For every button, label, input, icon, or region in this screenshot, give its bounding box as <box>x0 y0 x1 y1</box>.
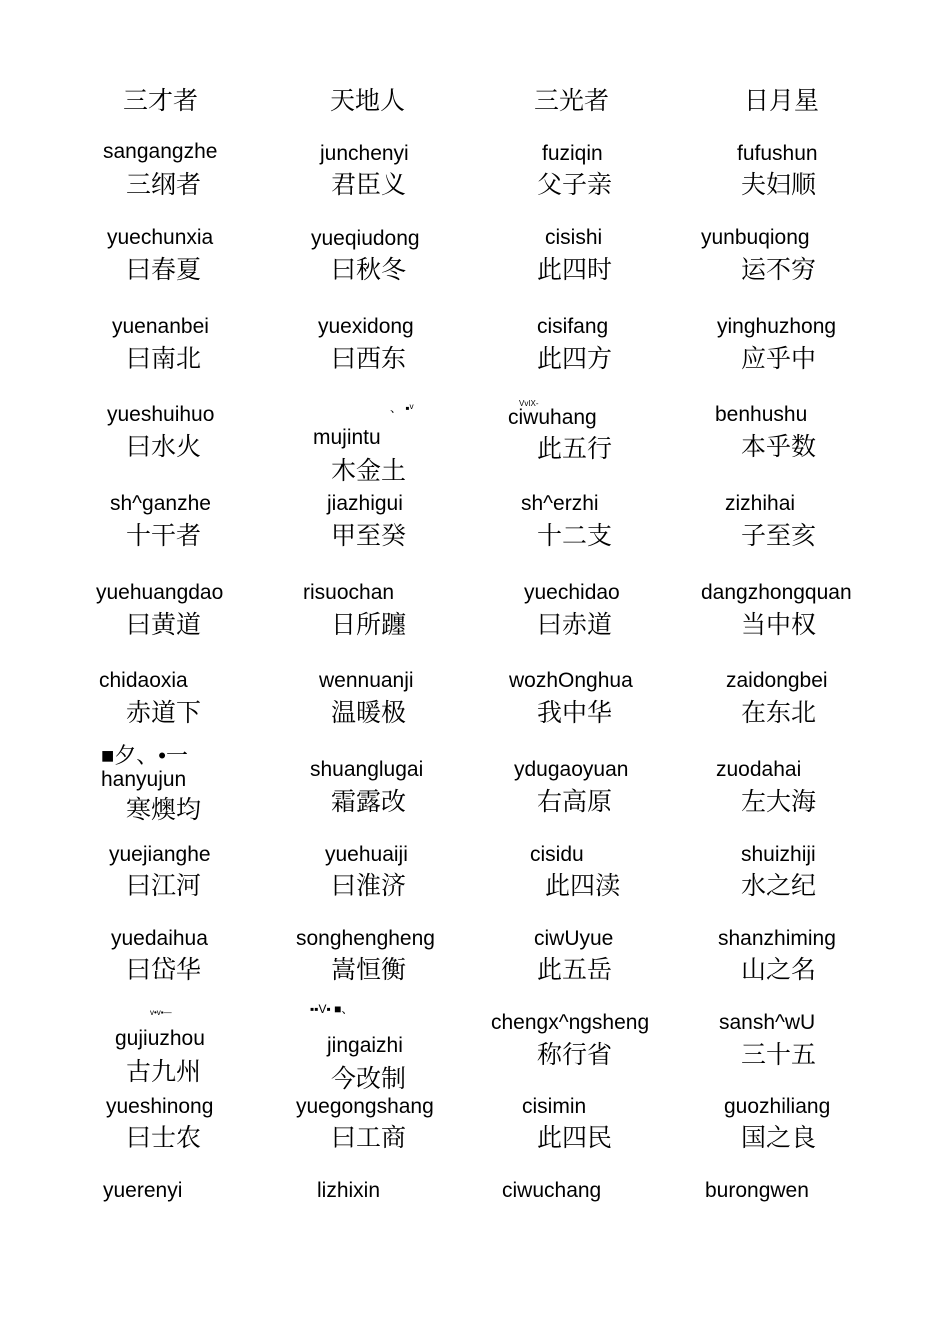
pinyin-r11-c3: sansh^wU <box>719 1011 816 1034</box>
scan-artifact-r4-c2: 、 ▪ᵛ <box>390 401 414 415</box>
pinyin-r5-c2: sh^erzhi <box>521 492 599 515</box>
pinyin-r1-c3: fufushun <box>737 142 818 165</box>
hanzi-r0-c0: 三才者 <box>123 86 199 115</box>
hanzi-r5-c1: 甲至癸 <box>331 521 407 550</box>
hanzi-r10-c1: 嵩恒衡 <box>331 955 407 984</box>
hanzi-r3-c1: 曰西东 <box>331 344 407 373</box>
hanzi-r1-c1: 君臣义 <box>331 170 407 199</box>
hanzi-r1-c2: 父子亲 <box>537 170 613 199</box>
hanzi-r5-c3: 子至亥 <box>741 521 817 550</box>
pinyin-r9-c2: cisidu <box>530 843 584 866</box>
pinyin-r8-c0: hanyujun <box>101 768 187 791</box>
pinyin-r1-c0: sangangzhe <box>103 140 218 163</box>
hanzi-r5-c2: 十二支 <box>537 521 613 550</box>
hanzi-r12-c2: 此四民 <box>537 1123 613 1152</box>
hanzi-r1-c3: 夫妇顺 <box>741 170 817 199</box>
hanzi-r3-c0: 曰南北 <box>126 344 202 373</box>
hanzi-r2-c1: 曰秋冬 <box>331 255 407 284</box>
hanzi-r0-c1: 天地人 <box>330 86 406 115</box>
pinyin-r7-c3: zaidongbei <box>726 669 828 692</box>
pinyin-r7-c2: wozhOnghua <box>509 669 633 692</box>
pinyin-r6-c0: yuehuangdao <box>96 581 224 604</box>
scan-artifact-r11-c2: ▪▪V▪ ■、 <box>310 1002 354 1016</box>
hanzi-r7-c0: 赤道下 <box>126 698 202 727</box>
pinyin-r8-c3: zuodahai <box>716 758 802 781</box>
pinyin-r13-c3: burongwen <box>705 1179 809 1202</box>
hanzi-r4-c2: 此五行 <box>537 434 613 463</box>
hanzi-r9-c0: 曰江河 <box>126 871 202 900</box>
scan-artifact-r4-c3: VvIX- <box>519 399 539 408</box>
hanzi-r10-c2: 此五岳 <box>537 955 613 984</box>
pinyin-r10-c3: shanzhiming <box>718 927 836 950</box>
pinyin-r11-c2: chengx^ngsheng <box>491 1011 650 1034</box>
hanzi-r8-c1: 霜露改 <box>331 787 407 816</box>
hanzi-r5-c0: 十干者 <box>126 521 202 550</box>
hanzi-r7-c2: 我中华 <box>537 698 613 727</box>
hanzi-r2-c2: 此四时 <box>537 255 613 284</box>
pinyin-r2-c0: yuechunxia <box>107 226 214 249</box>
hanzi-r11-c1: 今改制 <box>331 1064 407 1093</box>
pinyin-r5-c3: zizhihai <box>725 492 796 515</box>
pinyin-r6-c2: yuechidao <box>524 581 620 604</box>
hanzi-r9-c3: 水之纪 <box>741 871 817 900</box>
pinyin-r12-c3: guozhiliang <box>724 1095 831 1118</box>
pinyin-r6-c1: risuochan <box>303 581 395 604</box>
hanzi-r8-c2: 右高原 <box>537 787 613 816</box>
pinyin-r3-c0: yuenanbei <box>112 315 209 338</box>
hanzi-r9-c1: 曰淮济 <box>331 871 407 900</box>
hanzi-r6-c2: 曰赤道 <box>537 610 613 639</box>
pinyin-r3-c2: cisifang <box>537 315 609 338</box>
pinyin-r9-c1: yuehuaiji <box>325 843 408 866</box>
hanzi-r4-c0: 曰水火 <box>126 432 202 461</box>
hanzi-r11-c3: 三十五 <box>741 1040 817 1069</box>
pinyin-r11-c1: jingaizhi <box>327 1034 403 1057</box>
pinyin-r10-c2: ciwUyue <box>534 927 614 950</box>
pinyin-r6-c3: dangzhongquan <box>701 581 852 604</box>
pinyin-r12-c1: yuegongshang <box>296 1095 434 1118</box>
hanzi-r4-c3: 本乎数 <box>741 432 817 461</box>
pinyin-r5-c0: sh^ganzhe <box>110 492 211 515</box>
hanzi-r8-c0: 寒燠均 <box>126 795 202 824</box>
hanzi-r0-c2: 三光者 <box>534 86 610 115</box>
pinyin-r10-c1: songhengheng <box>296 927 435 950</box>
pinyin-r7-c0: chidaoxia <box>99 669 188 692</box>
hanzi-r9-c2: 此四渎 <box>545 871 621 900</box>
hanzi-r11-c2: 称行省 <box>537 1040 613 1069</box>
pinyin-r9-c0: yuejianghe <box>109 843 211 866</box>
pinyin-r12-c0: yueshinong <box>106 1095 214 1118</box>
pinyin-r4-c0: yueshuihuo <box>107 403 215 426</box>
pinyin-r4-c3: benhushu <box>715 403 808 426</box>
hanzi-r6-c0: 曰黄道 <box>126 610 202 639</box>
hanzi-r0-c3: 日月星 <box>744 86 820 115</box>
scan-artifact-r11-c1: v•v▪— <box>150 1008 172 1017</box>
hanzi-r2-c3: 运不穷 <box>741 255 817 284</box>
hanzi-r7-c3: 在东北 <box>741 698 817 727</box>
hanzi-r7-c1: 温暖极 <box>331 698 407 727</box>
pinyin-r5-c1: jiazhigui <box>327 492 403 515</box>
hanzi-r6-c1: 日所躔 <box>331 610 407 639</box>
pinyin-r13-c2: ciwuchang <box>502 1179 602 1202</box>
hanzi-r10-c3: 山之名 <box>741 955 817 984</box>
pinyin-r1-c2: fuziqin <box>542 142 603 165</box>
hanzi-r11-c0: 古九州 <box>126 1057 202 1086</box>
pinyin-r3-c1: yuexidong <box>318 315 414 338</box>
pinyin-r2-c1: yueqiudong <box>311 227 420 250</box>
pinyin-r1-c1: junchenyi <box>320 142 409 165</box>
hanzi-r12-c1: 曰工商 <box>331 1123 407 1152</box>
hanzi-r3-c2: 此四方 <box>537 344 613 373</box>
pinyin-r8-c2: ydugaoyuan <box>514 758 629 781</box>
pinyin-r13-c0: yuerenyi <box>103 1179 183 1202</box>
pinyin-r13-c1: lizhixin <box>317 1179 381 1202</box>
pinyin-r2-c3: yunbuqiong <box>701 226 810 249</box>
pinyin-r10-c0: yuedaihua <box>111 927 208 950</box>
pinyin-r12-c2: cisimin <box>522 1095 587 1118</box>
hanzi-r2-c0: 曰春夏 <box>126 255 202 284</box>
hanzi-r8-c3: 左大海 <box>741 787 817 816</box>
pinyin-r11-c0: gujiuzhou <box>115 1027 205 1050</box>
pinyin-r4-c2: ciwuhang <box>508 406 597 429</box>
hanzi-r3-c3: 应乎中 <box>741 344 817 373</box>
hanzi-r6-c3: 当中权 <box>741 610 817 639</box>
pinyin-r2-c2: cisishi <box>545 226 603 249</box>
pinyin-r3-c3: yinghuzhong <box>717 315 837 338</box>
scan-artifact-r8-c1: ■夕、•一 <box>101 743 188 768</box>
pinyin-r9-c3: shuizhiji <box>741 843 816 866</box>
hanzi-r12-c3: 国之良 <box>741 1123 817 1152</box>
hanzi-r10-c0: 曰岱华 <box>126 955 202 984</box>
pinyin-r4-c1: mujintu <box>313 426 381 449</box>
pinyin-r8-c1: shuanglugai <box>310 758 424 781</box>
pinyin-r7-c1: wennuanji <box>319 669 414 692</box>
hanzi-r1-c0: 三纲者 <box>126 170 202 199</box>
hanzi-r4-c1: 木金土 <box>331 456 407 485</box>
hanzi-r12-c0: 曰士农 <box>126 1123 202 1152</box>
